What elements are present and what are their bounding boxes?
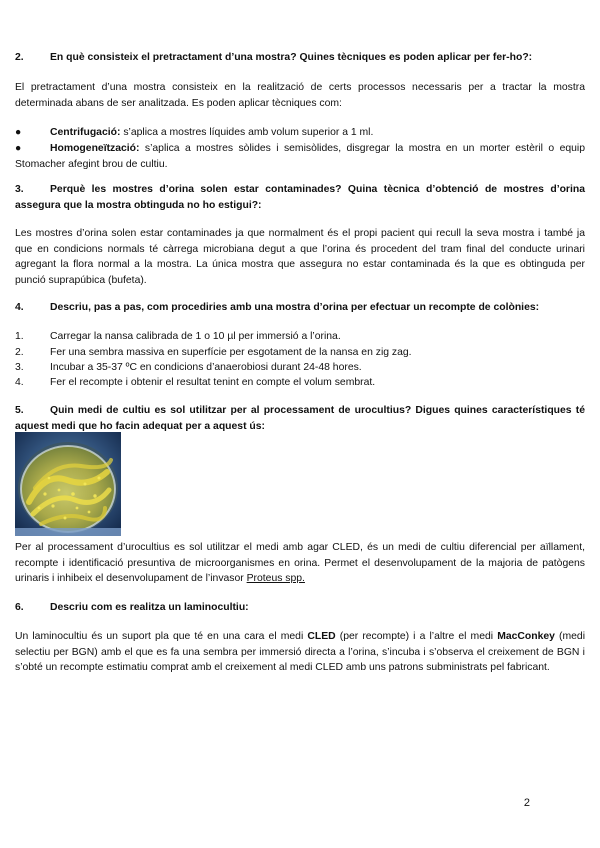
- question-5-heading: [15, 403, 585, 434]
- question-number: 2.: [15, 52, 24, 63]
- step-number: 2.: [15, 347, 24, 358]
- macconkey-term: MacConkey: [497, 631, 555, 642]
- list-item: [15, 375, 585, 391]
- question-title: En què consisteix el pretractament d’una mostra? Quines tècniques es poden aplicar per fer-ho?:: [50, 52, 533, 63]
- question-title: Descriu, pas a pas, com procediries amb una mostra d’orina per efectuar un recompte de colònies:: [50, 302, 540, 313]
- question-number: 4.: [15, 302, 24, 313]
- question-4-heading: [15, 300, 585, 316]
- bullet-item: [15, 125, 585, 141]
- question-6-answer: [15, 629, 585, 676]
- question-5-answer: [15, 540, 585, 587]
- bullet-term: Centrifugació:: [50, 127, 121, 138]
- list-item: [15, 345, 585, 361]
- bullet-text: s’aplica a mostres sòlides i semisòlides, disgregar la mostra en un morter estèril o equip Stomacher afegint brou de cultiu.: [15, 143, 585, 170]
- question-title: Quin medi de cultiu es sol utilitzar per al processament de urocultius? Digues quines característiques té aquest medi que ho facin adequat per a aquest ús:: [15, 405, 585, 432]
- step-text: Fer una sembra massiva en superfície per esgotament de la nansa en zig zag.: [50, 347, 412, 358]
- question-3-heading: [15, 182, 585, 213]
- answer-text: Un laminocultiu és un suport pla que té en una cara el medi: [15, 631, 308, 642]
- step-number: 3.: [15, 362, 24, 373]
- step-number: 4.: [15, 377, 24, 388]
- answer-text: (medi selectiu per BGN) amb el que es fa una sembra per immersió directa a l’orina, s’incuba i s’observa el creixement de BGN i s’obté un recompte estimatiu comprat amb el creixement al medi CLED amb uns patrons subministrats pel fabricant.: [15, 631, 586, 674]
- bullet-text: s’aplica a mostres líquides amb volum superior a 1 ml.: [120, 127, 374, 138]
- question-6-heading: [15, 600, 585, 616]
- answer-text: (per recompte) i a l’altre el medi: [335, 631, 498, 642]
- question-title: Perquè les mostres d’orina solen estar contaminades? Quina tècnica d’obtenció de mostres d’orina assegura que la mostra obtinguda no ho estigui?:: [15, 184, 585, 211]
- bullet-icon: ●: [15, 127, 22, 138]
- step-text: Fer el recompte i obtenir el resultat tenint en compte el volum sembrat.: [50, 377, 376, 388]
- bullet-term: Homogeneïtzació:: [50, 143, 140, 154]
- question-number: 6.: [15, 602, 24, 613]
- bullet-icon: ●: [15, 143, 22, 154]
- cled-term: CLED: [307, 631, 336, 642]
- petri-dish-photo: [15, 432, 121, 536]
- list-item: [15, 360, 585, 376]
- list-item: [15, 329, 585, 345]
- question-3-answer: Les mostres d’orina solen estar contaminades ja que normalment és el propi pacient qui recull la seva mostra i també ja que en condicions normals té càrrega microbiana degut a que l’orina és procedent del tram final del conducte urinari agregant la flora normal a la mostra. La única mostra que assegura no estar contaminada és la que es obtinguda per punció suprapúbica (bufeta).: [15, 228, 585, 286]
- bullet-item: [15, 141, 585, 172]
- page-number: 2: [523, 797, 530, 809]
- step-number: 1.: [15, 331, 24, 342]
- question-2-heading: [15, 50, 585, 66]
- step-text: Incubar a 35-37 ºC en condicions d’anaerobiosi durant 24-48 hores.: [50, 362, 362, 373]
- question-title: Descriu com es realitza un laminocultiu:: [50, 602, 249, 613]
- petri-dish-image: [15, 432, 121, 536]
- step-text: Carregar la nansa calibrada de 1 o 10 µl per immersió a l’orina.: [50, 331, 341, 342]
- answer-text: Per al processament d’urocultius es sol utilitzar el medi amb agar CLED, és un medi de cultiu diferencial per aïllament, recompte i identificació presuntiva de microorganismes en orina. Permet el desenvolupament de la majoria de patògens urinaris i inhibeix el desenvolupament de l’invasor: [15, 542, 585, 585]
- question-2-intro: El pretractament d’una mostra consisteix en la realització de certs processos necessaris per a tractar la mostra determinada abans de ser analitzada. Es poden aplicar tècniques com:: [15, 82, 585, 109]
- question-number: 3.: [15, 184, 24, 195]
- question-number: 5.: [15, 405, 24, 416]
- proteus-link[interactable]: Proteus spp.: [246, 573, 305, 585]
